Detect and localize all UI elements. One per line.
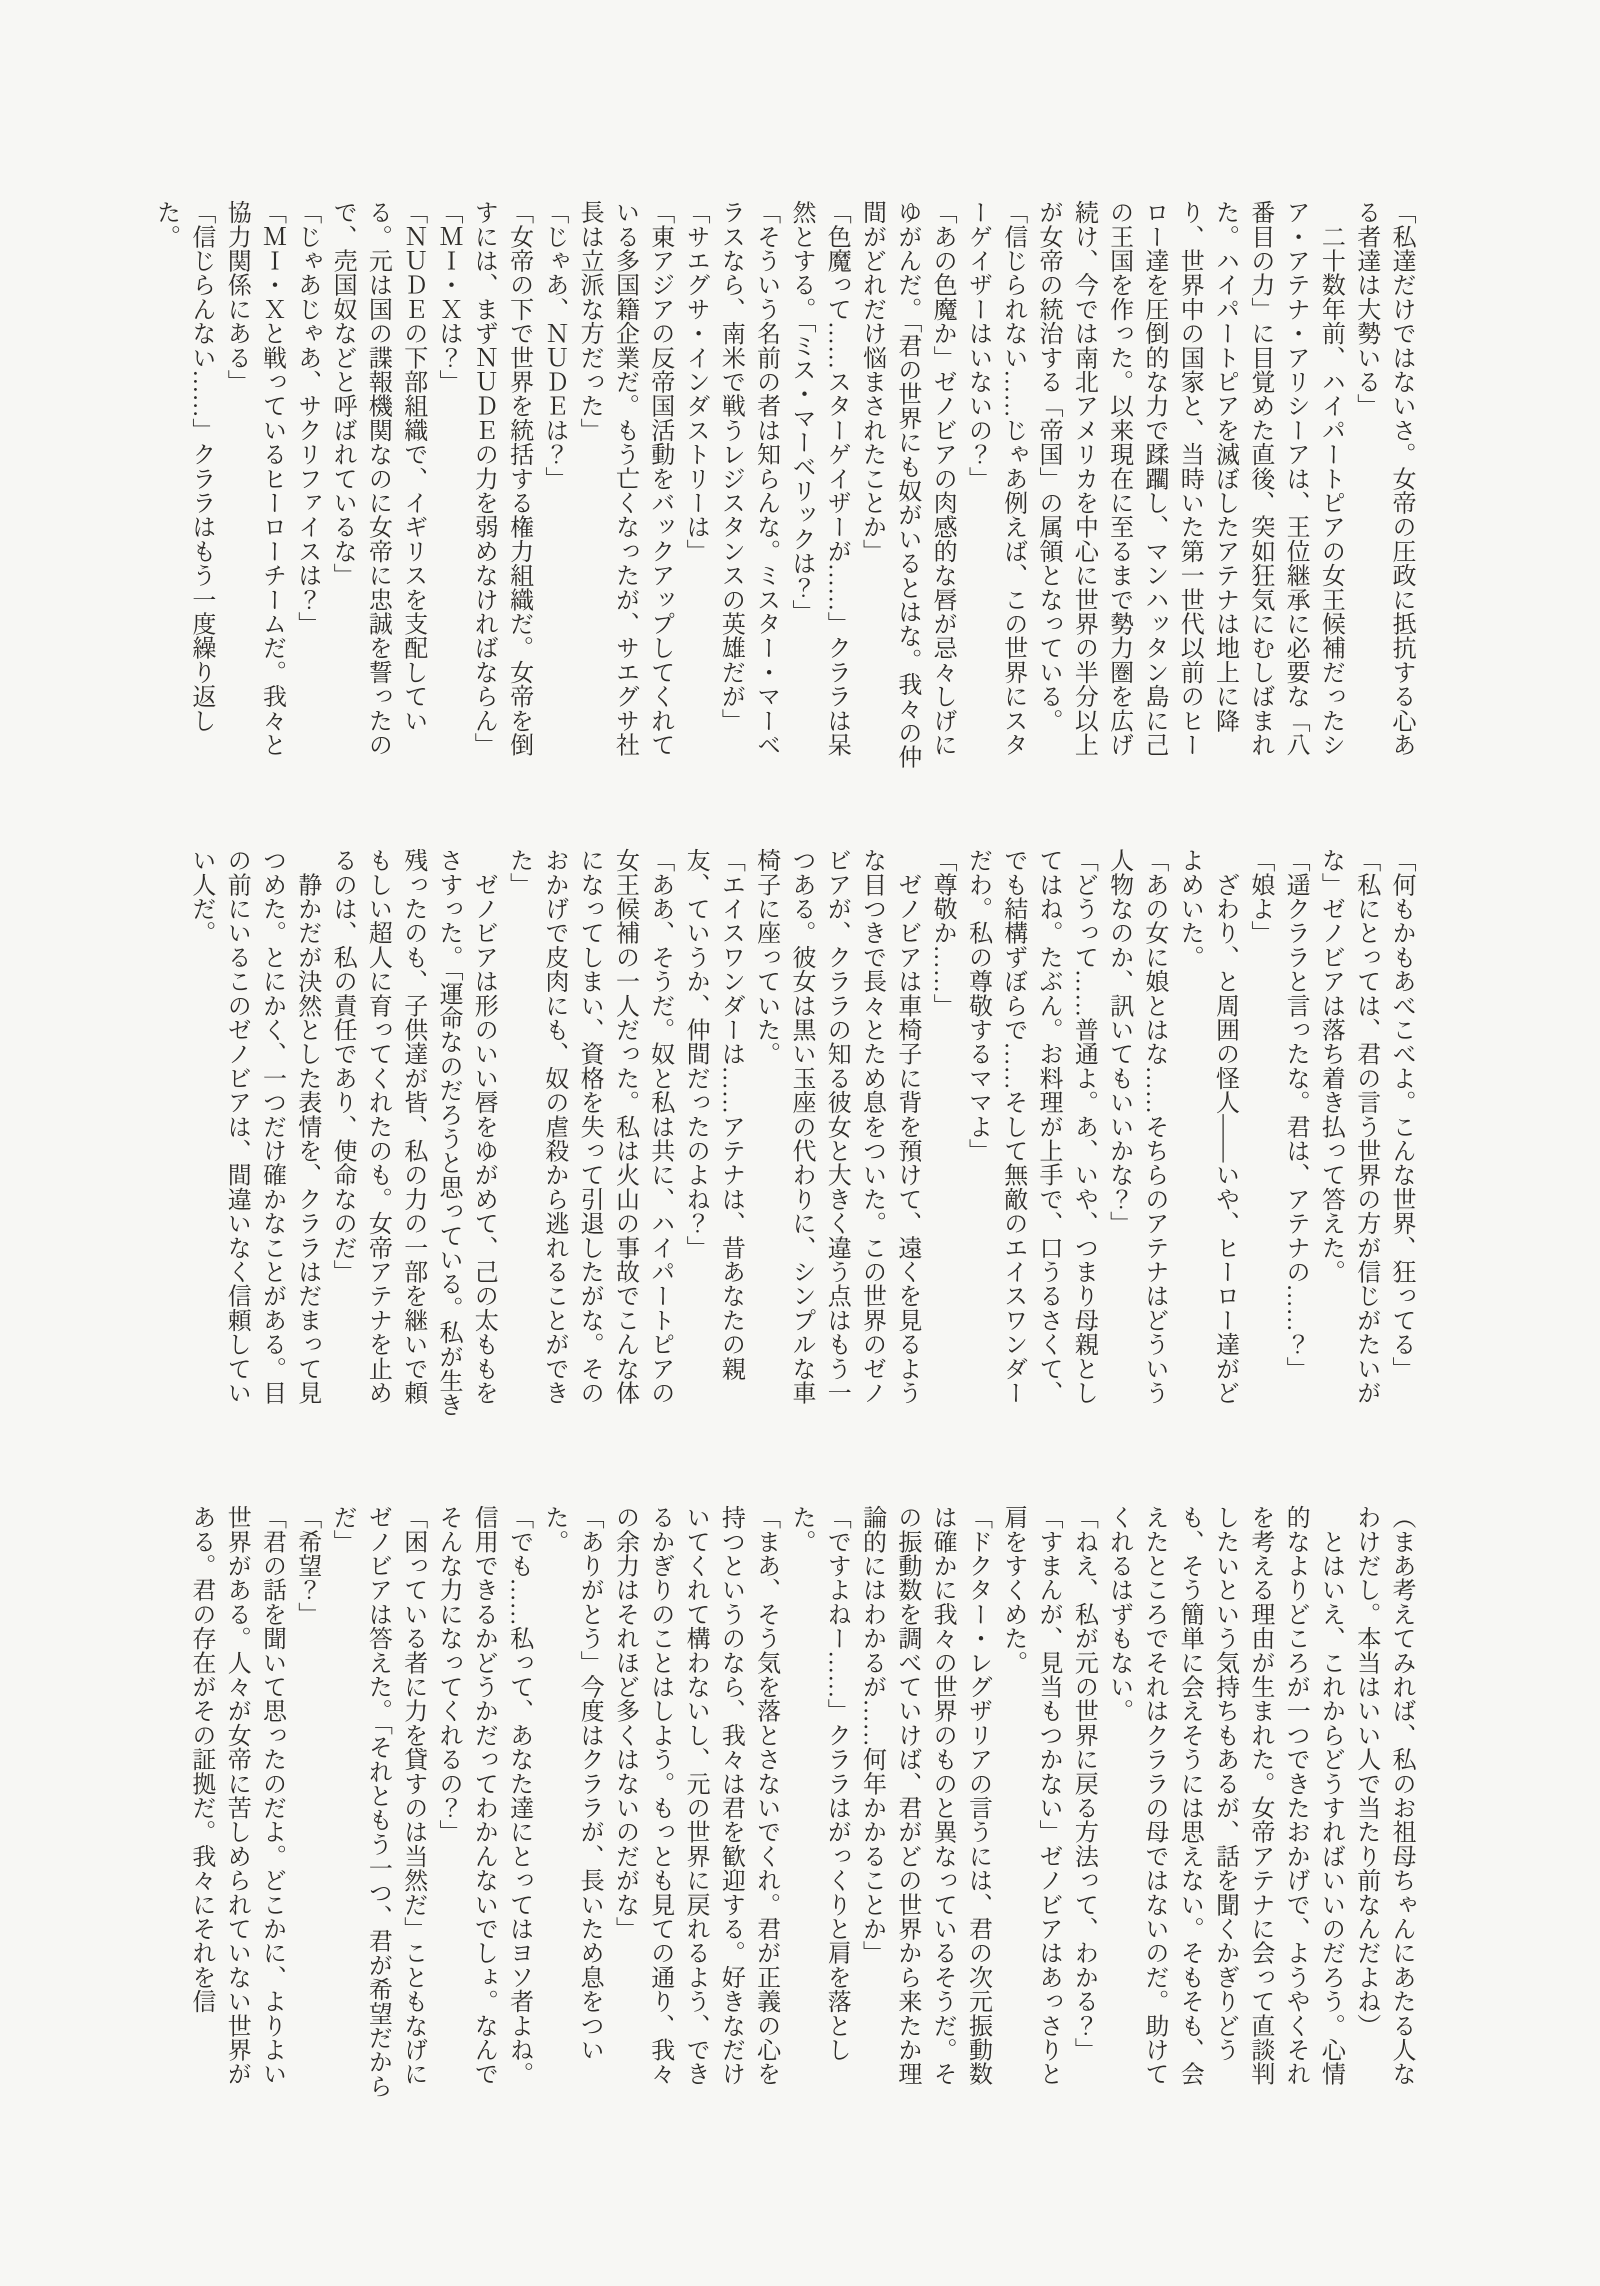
paragraph: 「遥クララと言ったな。君は、アテナの……？」 bbox=[1282, 848, 1309, 1381]
paragraph: 「私達だけではないさ。女帝の圧政に抵抗する心ある者達は大勢いる」 bbox=[1352, 200, 1414, 757]
paragraph: 「私にとっては、君の言う世界の方が信じがたいがな」ゼノビアは落ち着き払って答えた。 bbox=[1317, 848, 1379, 1405]
paragraph: 「信じられない……じゃあ例えば、この世界にスターゲイザーはいないの？」 bbox=[964, 200, 1026, 757]
paragraph: 二十数年前、ハイパートピアの女王候補だったシア・アテナ・アリシーアは、王位継承に必要な「八番目の力」に目覚めた直後、突如狂気にむしばまれた。ハイパートピアを滅ぼしたアテナは地上に降り、世界中の国家と、当時いた第一世代以前のヒーロー達を圧倒的な力で蹂躙し、マンハッタン島に己の王国を作った。以来現在に至るまで勢力圏を広げ続け、今では南北アメリカを中心に世界の半分以上が女帝の統治する「帝国」の属領となっている。 bbox=[1035, 200, 1344, 757]
paragraph: 「すまんが、見当もつかない」ゼノビアはあっさりと肩をすくめた。 bbox=[999, 1505, 1062, 2086]
paragraph: 「君の話を聞いて思ったのだよ。どこかに、よりよい世界がある。人々が女帝に苦しめられていない世界がある。君の存在がその証拠だ。我々にそれを信 bbox=[187, 1505, 285, 2086]
paragraph: 「そういう名前の者は知らんな。ミスター・マーベラスなら、南米で戦うレジスタンスの英雄だが」 bbox=[717, 200, 779, 757]
paragraph: 「ＮＵＤＥの下部組織で、イギリスを支配している。元は国の諜報機関なのに女帝に忠誠を誓ったので、売国奴などと呼ばれているな」 bbox=[329, 200, 426, 757]
text-band-3 bbox=[183, 1505, 1418, 2105]
paragraph: 静かだが決然とした表情を、クララはだまって見つめた。とにかく、一つだけ確かなことがある。目の前にいるこのゼノビアは、間違いなく信頼していい人だ。 bbox=[187, 848, 320, 1405]
paragraph: 「どうって……普通よ。あ、いや、つまり母親としてはね。たぶん。お料理が上手で、口うるさくて、でも結構ずぼらで……そして無敵のエイスワンダーだわ。私の尊敬するママよ」 bbox=[964, 848, 1097, 1405]
paragraph: 「困っている者に力を貸すのは当然だ」こともなげにゼノビアは答えた。「それともう一つ、君が希望だからだ」 bbox=[329, 1505, 426, 2098]
paragraph: 「ああ、そうだ。奴と私は共に、ハイパートピアの女王候補の一人だった。私は火山の事故でこんな体になってしまい、資格を失って引退したがな。そのおかげで皮肉にも、奴の虐殺から逃れることができた」 bbox=[505, 848, 673, 1405]
paragraph: 「ドクター・レグザリアの言うには、君の次元振動数は確かに我々の世界のものと異なっているそうだ。その振動数を調べていけば、君がどの世界から来たか理論的にはわかるが……何年かかることか」 bbox=[858, 1505, 991, 2086]
paragraph: 「あの女に娘とはな……そちらのアテナはどういう人物なのか、訊いてもいいかな？」 bbox=[1105, 848, 1167, 1405]
paragraph: 「エイスワンダーは……アテナは、昔あなたの親友、ていうか、仲間だったのよね？」 bbox=[682, 848, 744, 1381]
paragraph: 「ですよねー……」クララはがっくりと肩を落とした。 bbox=[787, 1505, 850, 2062]
paragraph: 「色魔って……スターゲイザーが……」クララは呆然とする。「ミス・マーベリックは？」 bbox=[787, 200, 850, 757]
paragraph: 「サエグサ・インダストリーは」 bbox=[682, 200, 709, 563]
paragraph: ざわり、と周囲の怪人――いや、ヒーロー達がどよめいた。 bbox=[1176, 848, 1238, 1405]
paragraph: 「尊敬か……」 bbox=[929, 848, 956, 1018]
paragraph: ゼノビアは車椅子に背を預けて、遠くを見るような目つきで長々とため息をついた。この世界のゼノビアが、クララの知る彼女と大きく違う点はもう一つある。彼女は黒い玉座の代わりに、シンプルな車椅子に座っていた。 bbox=[752, 848, 920, 1405]
text-band-2 bbox=[183, 848, 1418, 1426]
paragraph: 「何もかもあべこべよ。こんな世界、狂ってる」 bbox=[1388, 848, 1414, 1381]
paragraph: 「希望？」 bbox=[293, 1505, 320, 1626]
paragraph: 「じゃあ、ＮＵＤＥは？」 bbox=[540, 200, 567, 491]
paragraph: 「まあ、そう気を落とさないでくれ。君が正義の心を持つというのなら、我々は君を歓迎する。好きなだけいてくれて構わないし、元の世界に戻れるよう、できるかぎりのことはしよう。もっとも見ての通り、我々の余力はそれほど多くはないのだがな」 bbox=[611, 1505, 779, 2086]
paragraph: 「娘よ」 bbox=[1246, 848, 1273, 945]
paragraph: 「信じらんない……」クララはもう一度繰り返した。 bbox=[152, 200, 214, 733]
text-band-1 bbox=[147, 200, 1418, 778]
paragraph: 「東アジアの反帝国活動をバックアップしてくれている多国籍企業だ。もう亡くなったが、サエグサ社長は立派な方だった」 bbox=[576, 200, 673, 757]
paragraph: 「じゃあじゃあ、サクリファイスは？」 bbox=[293, 200, 320, 636]
paragraph: ゼノビアは形のいい唇をゆがめて、己の太ももをさすった。「運命なのだろうと思っている。私が生き残ったのも、子供達が皆、私の力の一部を継いで頼もしい超人に育ってくれたのも。女帝アテナを止めるのは、私の責任であり、使命なのだ」 bbox=[329, 848, 497, 1417]
paragraph: 「ねえ、私が元の世界に戻る方法って、わかる？」 bbox=[1070, 1505, 1097, 2062]
paragraph: 「でも……私って、あなた達にとってはヨソ者よね。信用できるかどうかだってわかんないでしょ。なんでそんな力になってくれるの？」 bbox=[434, 1505, 532, 2086]
paragraph: 「ありがとう」今度はクララが、長いため息をついた。 bbox=[540, 1505, 603, 2062]
paragraph: とはいえ、これからどうすればいいのだろう。心情的なよりどころが一つできたおかげで、ようやくそれを考える理由が生まれた。女帝アテナに会って直談判したいという気持ちもあるが、話を聞くかぎりどうも、そう簡単に会えそうには思えない。そもそも、会えたところでそれはクララの母ではないのだ。助けてくれるはずもない。 bbox=[1105, 1505, 1344, 2086]
paragraph: 「ＭＩ・Ｘと戦っているヒーローチームだ。我々と協力関係にある」 bbox=[223, 200, 285, 757]
paragraph: （まあ考えてみれば、私のお祖母ちゃんにあたる人なわけだし。本当はいい人で当たり前なんだよね） bbox=[1352, 1505, 1414, 2086]
paragraph: 「女帝の下で世界を統括する権力組織だ。女帝を倒すには、まずＮＵＤＥの力を弱めなければならん」 bbox=[470, 200, 532, 757]
paragraph: 「ＭＩ・Ｘは？」 bbox=[434, 200, 461, 394]
paragraph: 「あの色魔か」ゼノビアの肉感的な唇が忌々しげにゆがんだ。「君の世界にも奴がいるとはな。我々の仲間がどれだけ悩まされたことか」 bbox=[858, 200, 956, 769]
